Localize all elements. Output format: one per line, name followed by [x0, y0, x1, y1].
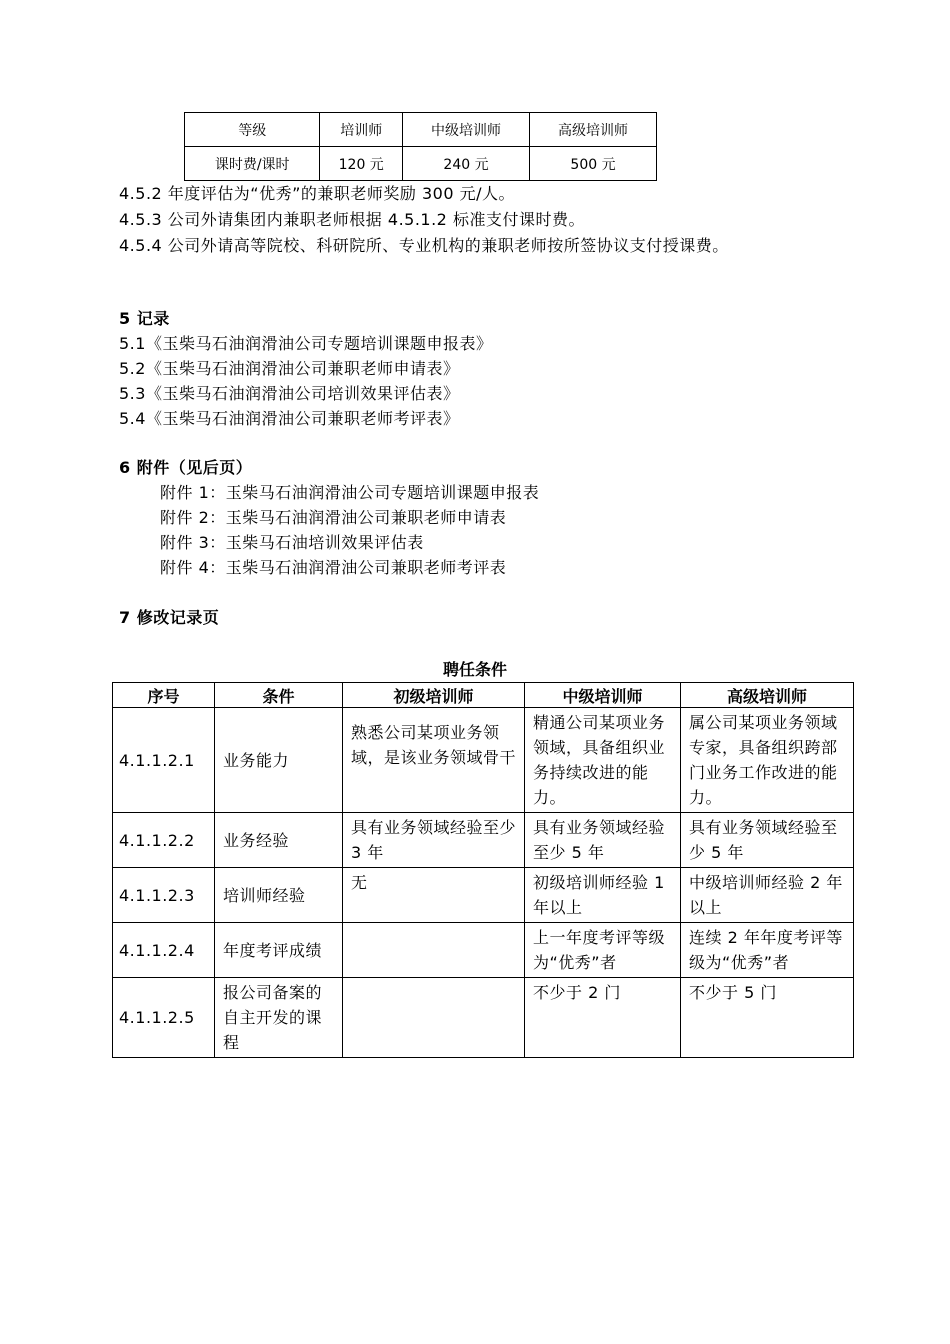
senior-requirement: 中级培训师经验 2 年以上: [681, 868, 854, 923]
fee-cell: 240 元: [403, 147, 530, 181]
conditions-table-title: 聘任条件: [442, 660, 507, 679]
middle-requirement: 具有业务领域经验至少 5 年: [525, 813, 681, 868]
senior-requirement: 具有业务领域经验至少 5 年: [681, 813, 854, 868]
column-header: 条件: [215, 683, 343, 708]
record-item: 5.3《玉柴马石油润滑油公司培训效果评估表》: [119, 384, 460, 403]
table-row: [113, 813, 854, 868]
table-row: [113, 708, 854, 813]
attachment-item: 附件 2：玉柴马石油润滑油公司兼职老师申请表: [160, 508, 507, 527]
senior-requirement: 属公司某项业务领域专家，具备组织跨部门业务工作改进的能力。: [681, 708, 854, 813]
condition-name: 业务经验: [215, 813, 343, 868]
condition-name: 培训师经验: [215, 868, 343, 923]
middle-requirement: 精通公司某项业务领域，具备组织业务持续改进的能力。: [525, 708, 681, 813]
fee-table: [184, 112, 657, 181]
conditions-header-row: [113, 683, 854, 708]
fee-header-cell: 中级培训师: [403, 113, 530, 147]
row-number: 4.1.1.2.4: [113, 923, 215, 978]
row-number: 4.1.1.2.1: [113, 708, 215, 813]
attachment-item: 附件 4：玉柴马石油润滑油公司兼职老师考评表: [160, 558, 507, 577]
section-6-title: 6 附件（见后页）: [119, 458, 253, 477]
column-header: 初级培训师: [343, 683, 525, 708]
fee-cell: 课时费/课时: [185, 147, 320, 181]
section-7-title: 7 修改记录页: [119, 608, 220, 627]
junior-requirement: 具有业务领域经验至少 3 年: [343, 813, 525, 868]
middle-requirement: 初级培训师经验 1 年以上: [525, 868, 681, 923]
senior-requirement: 连续 2 年年度考评等级为“优秀”者: [681, 923, 854, 978]
clause-4-5-3: 4.5.3 公司外请集团内兼职老师根据 4.5.1.2 标准支付课时费。: [119, 210, 585, 229]
column-header: 高级培训师: [681, 683, 854, 708]
record-item: 5.4《玉柴马石油润滑油公司兼职老师考评表》: [119, 409, 460, 428]
attachment-item: 附件 3：玉柴马石油培训效果评估表: [160, 533, 424, 552]
record-item: 5.1《玉柴马石油润滑油公司专题培训课题申报表》: [119, 334, 493, 353]
junior-requirement: [343, 978, 525, 1058]
table-row: [113, 978, 854, 1058]
conditions-table: [112, 682, 854, 1058]
middle-requirement: 上一年度考评等级为“优秀”者: [525, 923, 681, 978]
table-row: [113, 923, 854, 978]
middle-requirement: 不少于 2 门: [525, 978, 681, 1058]
table-row: [113, 868, 854, 923]
junior-requirement: 熟悉公司某项业务领域，是该业务领域骨干: [343, 708, 525, 813]
attachment-item: 附件 1：玉柴马石油润滑油公司专题培训课题申报表: [160, 483, 540, 502]
section-5-title: 5 记录: [119, 309, 170, 328]
column-header: 中级培训师: [525, 683, 681, 708]
fee-cell: 500 元: [529, 147, 656, 181]
condition-name: 年度考评成绩: [215, 923, 343, 978]
row-number: 4.1.1.2.2: [113, 813, 215, 868]
fee-header-cell: 高级培训师: [529, 113, 656, 147]
fee-table-header-row: [185, 113, 657, 147]
fee-cell: 120 元: [320, 147, 403, 181]
row-number: 4.1.1.2.5: [113, 978, 215, 1058]
junior-requirement: [343, 923, 525, 978]
column-header: 序号: [113, 683, 215, 708]
condition-name: 业务能力: [215, 708, 343, 813]
fee-table-row: [185, 147, 657, 181]
fee-header-cell: 等级: [185, 113, 320, 147]
clause-4-5-4: 4.5.4 公司外请高等院校、科研院所、专业机构的兼职老师按所签协议支付授课费。: [119, 236, 729, 255]
condition-name: 报公司备案的自主开发的课程: [215, 978, 343, 1058]
senior-requirement: 不少于 5 门: [681, 978, 854, 1058]
clause-4-5-2: 4.5.2 年度评估为“优秀”的兼职老师奖励 300 元/人。: [119, 184, 515, 203]
record-item: 5.2《玉柴马石油润滑油公司兼职老师申请表》: [119, 359, 460, 378]
junior-requirement: 无: [343, 868, 525, 923]
fee-header-cell: 培训师: [320, 113, 403, 147]
row-number: 4.1.1.2.3: [113, 868, 215, 923]
